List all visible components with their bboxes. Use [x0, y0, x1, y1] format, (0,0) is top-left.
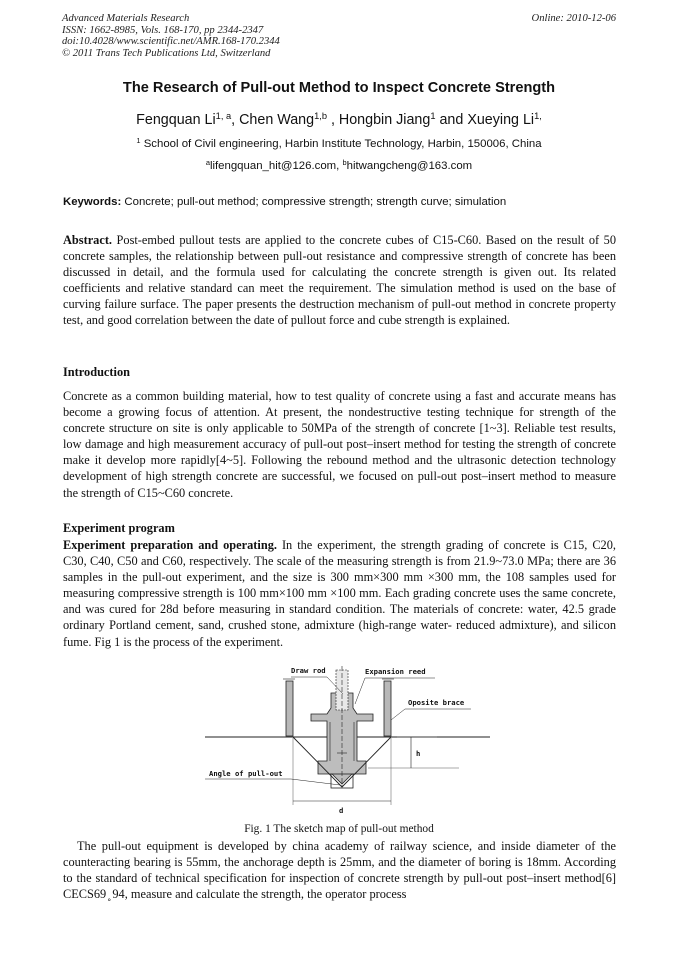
experiment-body: In the experiment, the strength grading of concrete is C15, C20, C30, C40, C50 and C60, respectively. The scale of the measuring strength is from 21.9~73.0 MPa; there are 36 samples in the pull-out experiment, and the size is 300 mm×300 mm ×300 mm, the 108 samples used for measuring compressive strength is 100 mm×100 mm ×100 mm. Each grading concrete uses the same concrete, and was cured for 28d before measuring in standard condition. The materials of concrete: water, 42.5 grade ordinary Portland cement, sand, crushed stone, admixture (high-range water- reduced admixture), and silicon fume. Fig 1 is the process of the experiment. — [63, 538, 616, 649]
experiment-text — [63, 537, 616, 650]
label-h: h — [416, 749, 421, 758]
abstract-label: Abstract. — [63, 233, 113, 247]
label-expansion-reed: Expansion reed — [365, 667, 426, 676]
author-separator: , — [326, 112, 339, 128]
pullout-diagram — [205, 658, 490, 818]
author-affil-mark: 1,b — [314, 110, 327, 121]
email-link[interactable]: lifengquan_hit@126.com — [209, 160, 337, 172]
abstract — [63, 232, 616, 329]
label-angle-of-pullout: Angle of pull-out — [209, 769, 283, 778]
affil-mark: 1 — [136, 135, 141, 145]
abstract-text: Post-embed pullout tests are applied to the concrete cubes of C15-C60. Based on the result of 50 concrete samples, the relationship between pull-out resistance and compressive strength of concrete has been discussed in detail, and the formula used for calculating the concrete strength is given out. Its related coefficients and relative standard can meet the requirement. The simulation method is used on the base of curving failure surface. The paper presents the destruction mechanism of pull-out method in concrete property test, and good correlation between the date of pullout force and cube strength is explained. — [63, 233, 616, 328]
journal-header — [62, 13, 280, 59]
label-oposite-brace: Oposite brace — [408, 698, 465, 707]
author-emails — [0, 157, 678, 172]
journal-name: Advanced Materials Research — [62, 13, 190, 24]
author-name: Chen Wang — [239, 112, 315, 128]
figure-pullout-sketch — [205, 658, 490, 818]
author-affil-mark: 1, a — [215, 110, 232, 121]
equipment-text: The pull-out equipment is developed by china academy of railway science, and inside diameter of the counteracting bearing is 55mm, the anchorage depth is 25mm, and the diameter of boring is 18mm. According to the standard of technical specification for inspection of concrete strength by pull-out post–insert method[6] CECS69 ̥ 94, measure and calculate the strength, the operator process — [63, 839, 616, 902]
section-heading-introduction: Introduction — [63, 365, 130, 379]
author-separator: , — [231, 112, 240, 128]
keywords-text: Concrete; pull-out method; compressive strength; strength curve; simulation — [121, 196, 507, 208]
keywords-label: Keywords: — [63, 196, 122, 208]
copyright: © 2011 Trans Tech Publications Ltd, Switzerland — [62, 47, 271, 59]
subsection-heading: Experiment preparation and operating. — [63, 538, 277, 552]
author-separator: and — [435, 112, 468, 128]
author-name: Hongbin Jiang — [338, 112, 431, 128]
affil-text: School of Civil engineering, Harbin Institute Technology, Harbin, 150006, China — [140, 138, 542, 150]
paper-title: The Research of Pull-out Method to Inspect Concrete Strength — [122, 80, 556, 96]
doi: doi:10.4028/www.scientific.net/AMR.168-170.2344 — [62, 36, 280, 48]
author-name: Xueying Li — [467, 112, 535, 128]
online-date: Online: 2010-12-06 — [531, 13, 616, 24]
label-d: d — [339, 806, 344, 815]
email-separator: , — [336, 160, 343, 172]
author-list — [0, 112, 678, 128]
author-affil-mark: 1, — [534, 110, 542, 121]
label-draw-rod: Draw rod — [291, 666, 326, 675]
email-link[interactable]: hitwangcheng@163.com — [346, 160, 473, 172]
issn: ISSN: 1662-8985, Vols. 168-170, pp 2344-2347 — [62, 24, 264, 36]
email-mark: b — [342, 157, 347, 167]
section-heading-experiment: Experiment program — [63, 521, 175, 535]
author-affil-mark: 1 — [430, 110, 436, 121]
introduction-text: Concrete as a common building material, how to test quality of concrete using a fast and accurate means has become a growing focus of attention. At present, the nondestructive testing technique for strength of the concrete structure on site is only applicable to 50MPa of the strength of concrete [1~3]. Reliable test results, low damage and high measurement accuracy of pull-out post–insert method for testing the strength of concrete make it develop more rapidly[4~5]. Following the rebound method and the ultrasonic detection technology development of high strength concrete are successful, we focused on pull-out post–insert method to measure the strength of C15~C60 concrete. — [63, 389, 616, 500]
figure-caption: Fig. 1 The sketch map of pull-out method — [244, 823, 434, 835]
keywords — [63, 196, 506, 208]
affiliation — [0, 135, 678, 150]
email-mark: a — [205, 157, 210, 167]
author-name: Fengquan Li — [136, 112, 216, 128]
